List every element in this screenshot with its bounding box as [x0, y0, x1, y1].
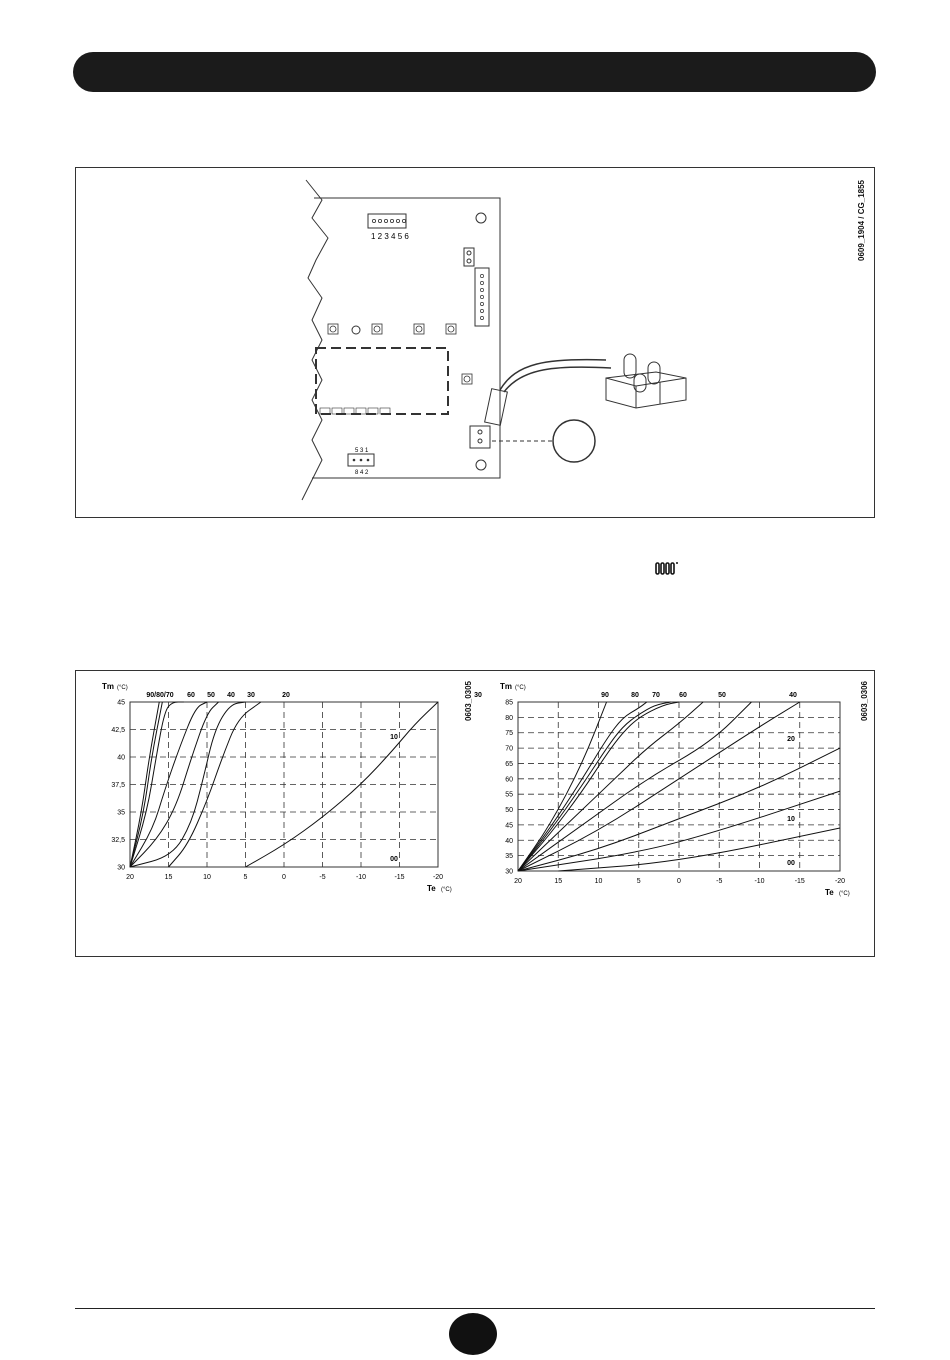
x-tick-label: -5 — [716, 878, 723, 885]
curve-50 — [518, 702, 703, 871]
curve-label-top: 70 — [652, 692, 660, 699]
connector-bottom-top-label: 5 3 1 — [355, 448, 369, 454]
curve-label-top: 50 — [718, 692, 726, 699]
curve-label-top: 60 — [187, 692, 195, 699]
curve-90 — [518, 702, 607, 871]
curve-label-inside: 10 — [787, 816, 795, 823]
curve-label-top: 50 — [207, 692, 215, 699]
curve-label-top: 30 — [247, 692, 255, 699]
x-tick-label: -20 — [432, 874, 444, 881]
y-tick-label: 35 — [505, 853, 513, 861]
curve-label-inside: 10 — [390, 734, 398, 741]
curve-label-top: 90 — [601, 692, 609, 699]
curve-label-top: 40 — [227, 692, 235, 699]
curve-label-top: 90/80/70 — [146, 692, 174, 699]
chart-left-ylabel: Tm — [102, 682, 114, 691]
chart-left-xlabel: Te — [427, 884, 436, 893]
y-tick-label: 80 — [505, 714, 513, 722]
y-tick-label: 50 — [505, 807, 513, 815]
curve-40 — [518, 702, 751, 871]
x-tick-label: 20 — [126, 874, 134, 881]
figure1-code: 0609_1904 / CG_1855 — [857, 180, 866, 261]
curve-label-top: 80 — [631, 692, 639, 699]
chart-right-ylabel: Tm — [500, 682, 512, 691]
y-tick-label: 60 — [505, 776, 513, 784]
curve-70 — [518, 702, 671, 871]
x-tick-label: -15 — [794, 878, 805, 885]
chart-right — [474, 671, 868, 911]
x-tick-label: -20 — [834, 878, 846, 885]
page-number-badge — [449, 1313, 497, 1355]
x-tick-label: -5 — [319, 874, 326, 881]
connector-top-label: 1 2 3 4 5 6 — [371, 232, 409, 241]
callout-circle — [553, 420, 595, 462]
curve-label-top: 60 — [679, 692, 687, 699]
pcb-figure — [75, 167, 875, 518]
y-tick-label: 75 — [505, 730, 513, 738]
x-tick-label: -15 — [394, 874, 405, 881]
pcb-drawing — [76, 168, 874, 517]
x-tick-label: 15 — [164, 874, 173, 881]
curve-label-top: 20 — [282, 692, 290, 699]
y-tick-label: 30 — [505, 868, 513, 876]
y-tick-label: 37,5 — [111, 782, 125, 789]
y-tick-label: 40 — [117, 754, 125, 762]
chart-left — [76, 671, 456, 911]
curve-label-inside: 00 — [390, 856, 398, 863]
curve-label-inside: 20 — [787, 736, 795, 743]
x-tick-label: 0 — [282, 874, 286, 881]
curve-00 — [558, 828, 840, 871]
y-tick-label: 55 — [505, 791, 513, 799]
x-tick-label: 15 — [554, 878, 563, 885]
chart-left-code: 0603_0305 — [464, 681, 473, 722]
radiator-icon — [655, 560, 679, 576]
curve-label-top: 30 — [474, 692, 482, 699]
y-tick-label: 42,5 — [111, 727, 125, 734]
curve-label-inside: 00 — [787, 860, 795, 867]
x-tick-label: 5 — [636, 878, 641, 885]
y-tick-label: 32,5 — [111, 837, 125, 844]
y-tick-label: 45 — [505, 822, 513, 830]
chart-right-xlabel: Te — [825, 888, 834, 897]
footer-line — [75, 1308, 875, 1309]
x-tick-label: 0 — [677, 878, 681, 885]
x-tick-label: 5 — [243, 874, 248, 881]
x-tick-label: -10 — [355, 874, 367, 881]
y-tick-label: 40 — [505, 837, 513, 845]
x-tick-label: 10 — [594, 878, 603, 885]
chart-right-xlabel-unit: (°C) — [839, 891, 850, 897]
y-tick-label: 30 — [117, 864, 125, 872]
y-tick-label: 35 — [117, 809, 125, 817]
y-tick-label: 70 — [505, 745, 513, 753]
y-tick-label: 45 — [117, 699, 125, 707]
curve-80 — [518, 702, 647, 871]
chart-left-ylabel-unit: (°C) — [117, 685, 128, 691]
chart-right-code: 0603_0306 — [860, 681, 869, 722]
x-tick-label: 20 — [514, 878, 522, 885]
curves-figure — [75, 670, 875, 957]
chart-right-ylabel-unit: (°C) — [515, 685, 526, 691]
curve-label-top: 40 — [789, 692, 797, 699]
x-tick-label: 10 — [203, 874, 211, 881]
connector-bottom-bottom-label: 8 4 2 — [355, 470, 369, 476]
x-tick-label: -10 — [754, 878, 765, 885]
y-tick-label: 65 — [505, 760, 513, 768]
chart-left-xlabel-unit: (°C) — [441, 887, 452, 893]
y-tick-label: 85 — [505, 699, 513, 707]
header-bar — [73, 52, 876, 92]
